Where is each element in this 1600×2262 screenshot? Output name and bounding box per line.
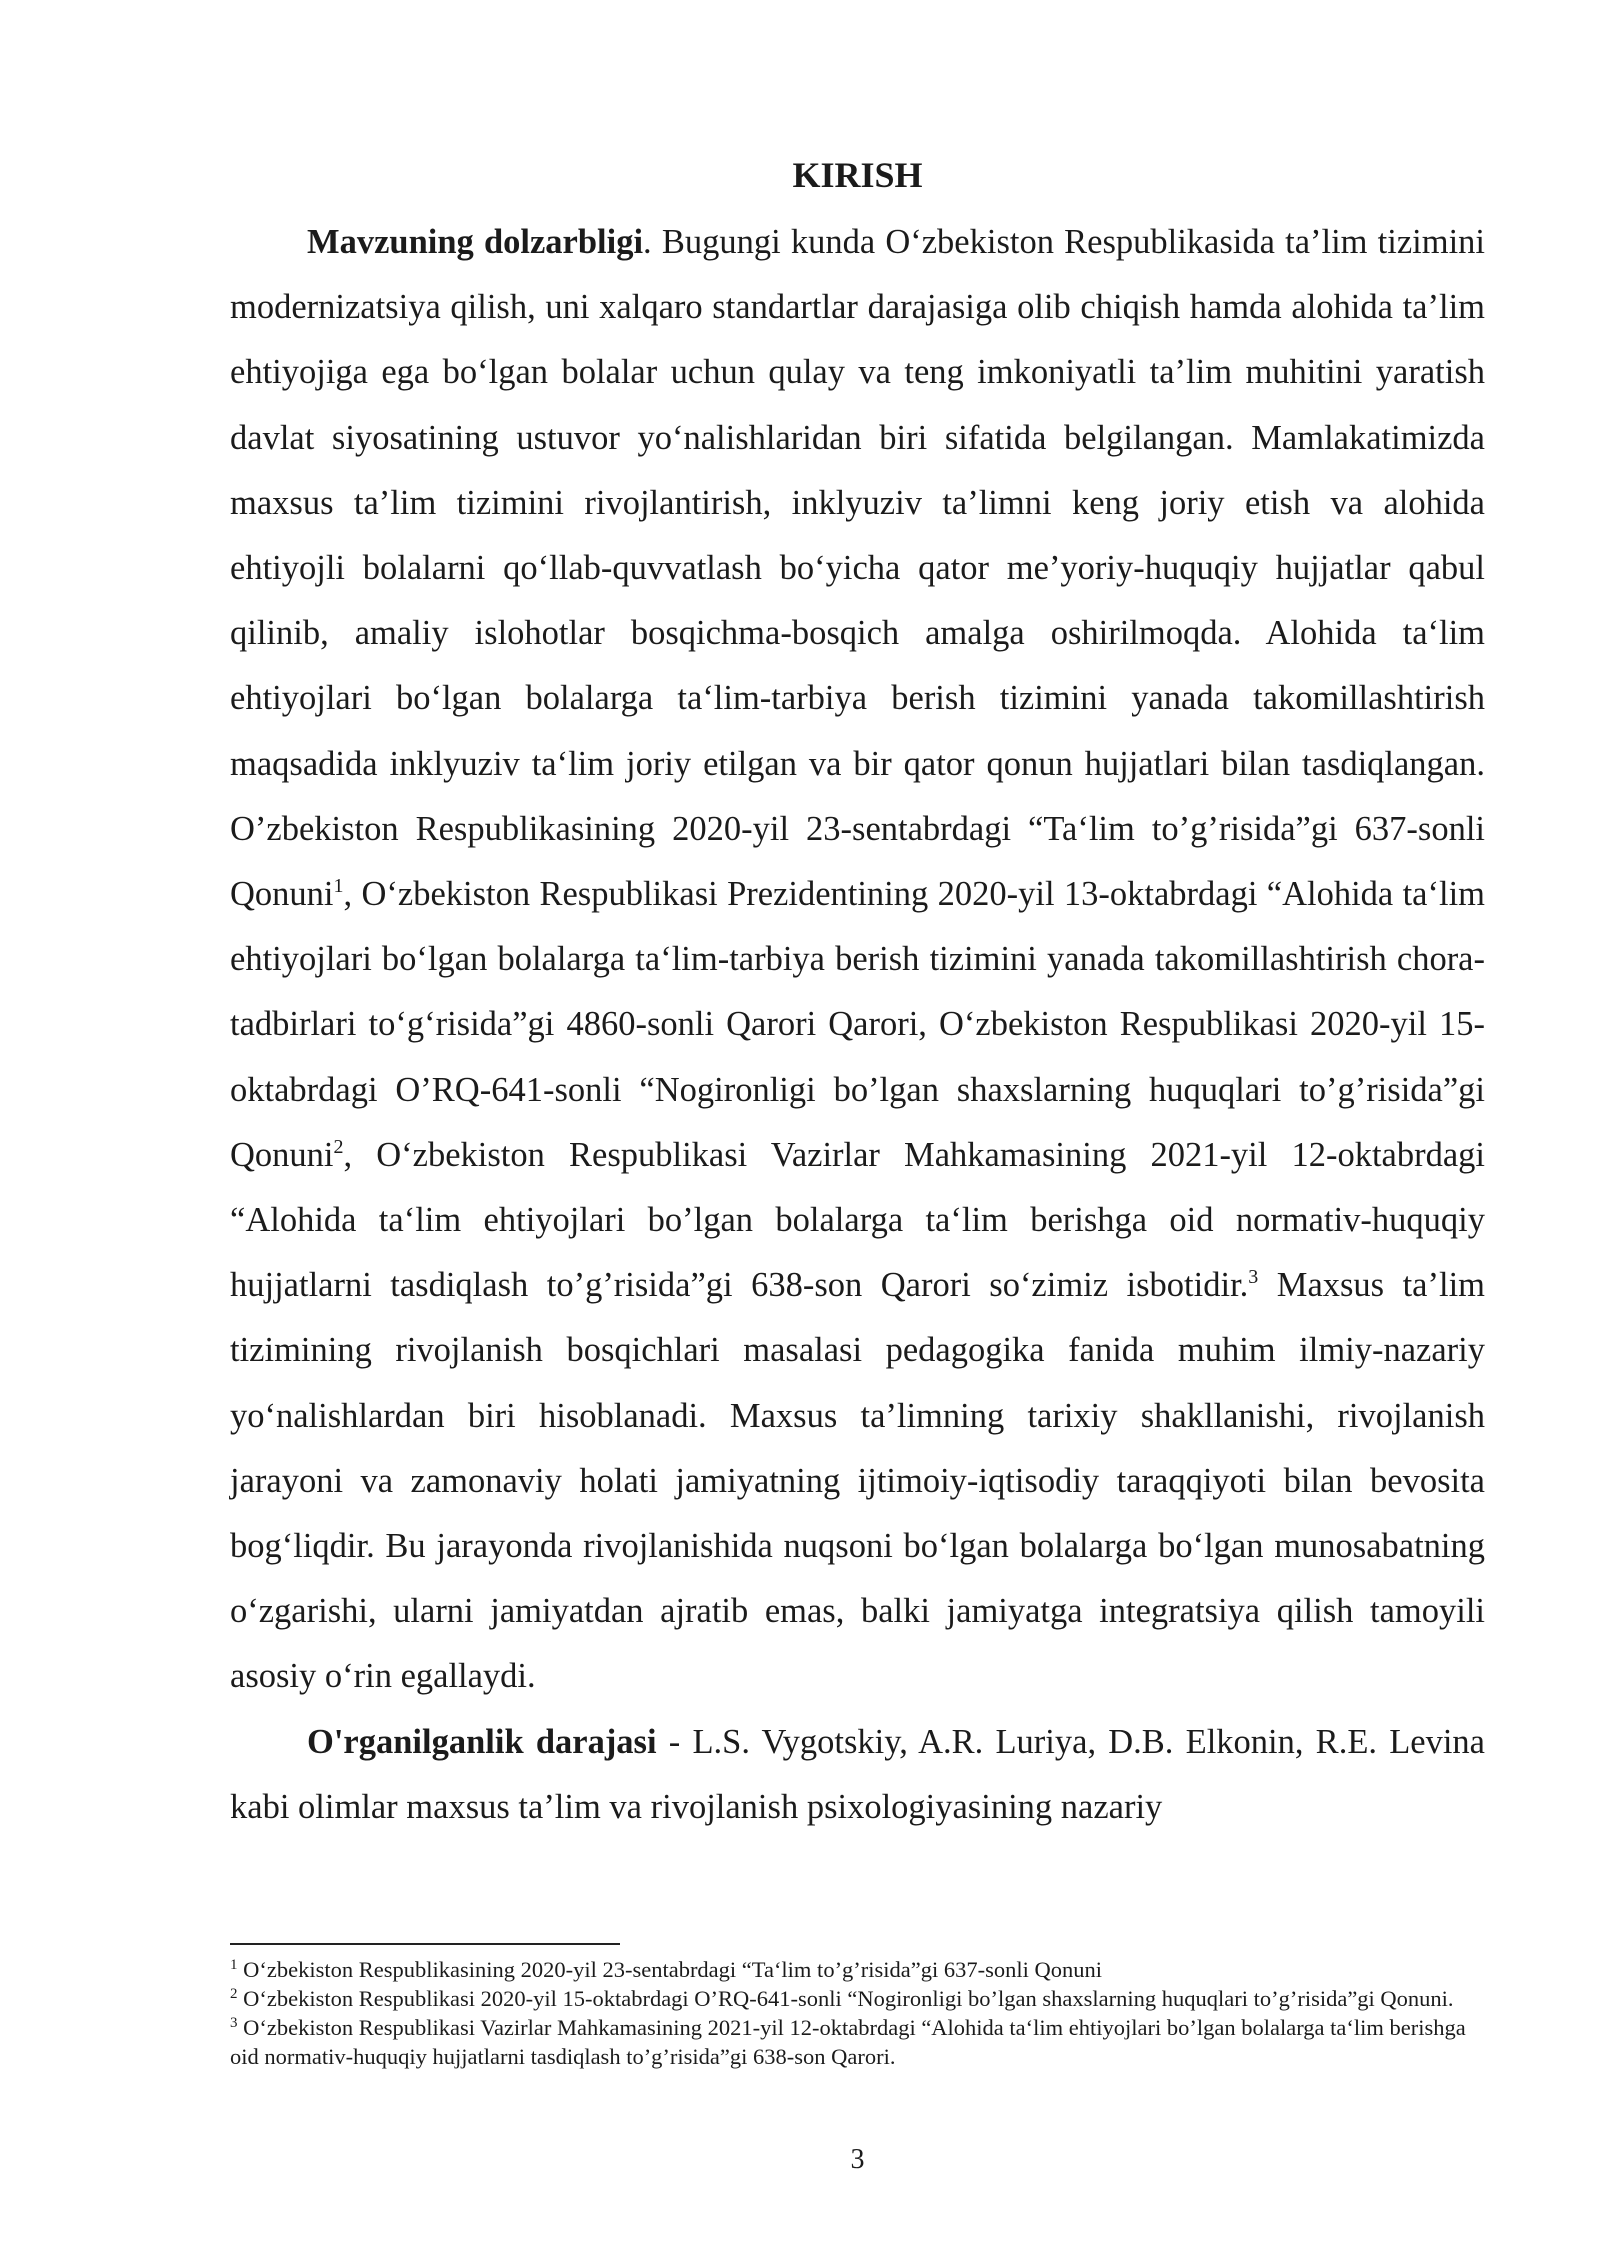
paragraph-text: Maxsus ta’lim tizimining rivojlanish bosqichlari masalasi pedagogika fanida muhim ilmiy-nazariy yo‘nalishlardan biri hisoblanadi. Maxsus ta’limning tarixiy shakllanishi, rivojlanish jarayoni va zamonaviy holati jamiyatning ijtimoiy-iqtisodiy taraqqiyoti bilan bevosita bog‘liqdir. Bu jarayonda rivojlanishida nuqsoni bo‘lgan bolalarga bo‘lgan munosabatning o‘zgarishi, ularni jamiyatdan ajratib emas, balki jamiyatga integratsiya qilish tamoyili asosiy o‘rin egallaydi. (230, 1266, 1485, 1696)
footnote-number: 3 (230, 2015, 238, 2031)
paragraph-text: , O‘zbekiston Respublikasi Vazirlar Mahkamasining 2021-yil 12-oktabrdagi “Alohida ta‘lim ehtiyojlari bo’lgan bolalarga ta‘lim berishga oid normativ-huquqiy hujjatlarni tasdiqlash to’g’risida”gi 638-son Qarori so‘zimiz isbotidir. (230, 1135, 1485, 1305)
paragraph-lead: Mavzuning dolzarbligi (307, 223, 644, 261)
footnote (230, 1955, 1485, 1984)
page-number: 3 (850, 2144, 865, 2175)
footnote-reference[interactable]: 3 (1248, 1266, 1259, 1289)
page-heading: KIRISH (792, 155, 923, 195)
body-text (230, 210, 1485, 1840)
footnote-text: O‘zbekiston Respublikasi 2020-yil 15-oktabrdagi O’RQ-641-sonli “Nogironligi bo’lgan shaxslarning huquqlari to’g’risida”gi Qonuni. (237, 1986, 1454, 2011)
paragraph-relevance (230, 210, 1485, 1710)
footnote-number: 1 (230, 1957, 238, 1973)
footnote-reference[interactable]: 1 (333, 875, 344, 898)
footnote-text: O‘zbekiston Respublikasi Vazirlar Mahkamasining 2021-yil 12-oktabrdagi “Alohida ta‘lim ehtiyojlari bo’lgan bolalarga ta‘lim berishga oid normativ-huquqiy hujjatlarni tasdiqlash to’g’risida”gi 638-son Qarori. (230, 2015, 1466, 2069)
footnote (230, 2013, 1485, 2071)
paragraph-lead: O'rganilganlik darajasi (307, 1722, 657, 1761)
paragraph-study-level (230, 1710, 1485, 1840)
paragraph-text: . Bugungi kunda O‘zbekiston Respublikasida ta’lim tizimini modernizatsiya qilish, uni xalqaro standartlar darajasiga olib chiqish hamda alohida ta’lim ehtiyojiga ega bo‘lgan bolalar uchun qulay va teng imkoniyatli ta’lim muhitini yaratish davlat siyosatining ustuvor yo‘nalishlaridan biri sifatida belgilangan. Mamlakatimizda maxsus ta’lim tizimini rivojlantirish, inklyuziv ta’limni keng joriy etish va alohida ehtiyojli bolalarni qo‘llab-quvvatlash bo‘yicha qator me’yoriy-huquqiy hujjatlar qabul qilinib, amaliy islohotlar bosqichma-bosqich amalga oshirilmoqda. Alohida ta‘lim ehtiyojlari bo‘lgan bolalarga ta‘lim-tarbiya berish tizimini yanada takomillashtirish maqsadida inklyuziv ta‘lim joriy etilgan va bir qator qonun hujjatlari bilan tasdiqlangan. O’zbekiston Respublikasining 2020-yil 23-sentabrdagi “Ta‘lim to’g’risida”gi 637-sonli Qonuni (230, 223, 1485, 914)
footnote (230, 1984, 1485, 2013)
paragraph-text: - L.S. Vygotskiy, A.R. Luriya, D.B. Elkonin, R.E. Levina kabi olimlar maxsus ta’lim va rivojlanish psixologiyasining nazariy (230, 1722, 1485, 1826)
footnote-text: O‘zbekiston Respublikasining 2020-yil 23-sentabrdagi “Ta‘lim to’g’risida”gi 637-sonli Qonuni (237, 1957, 1103, 1982)
footnote-number: 2 (230, 1986, 238, 2002)
footnotes (230, 1955, 1485, 2071)
footnote-separator (230, 1943, 620, 1945)
footnote-reference[interactable]: 2 (333, 1135, 344, 1158)
paragraph-text: , O‘zbekiston Respublikasi Prezidentining 2020-yil 13-oktabrdagi “Alohida ta‘lim ehtiyojlari bo‘lgan bolalarga ta‘lim-tarbiya berish tizimini yanada takomillashtirish chora-tadbirlari to‘g‘risida”gi 4860-sonli Qarori Qarori, O‘zbekiston Respublikasi 2020-yil 15-oktabrdagi O’RQ-641-sonli “Nogironligi bo’lgan shaxslarning huquqlari to’g’risida”gi Qonuni (230, 875, 1485, 1174)
